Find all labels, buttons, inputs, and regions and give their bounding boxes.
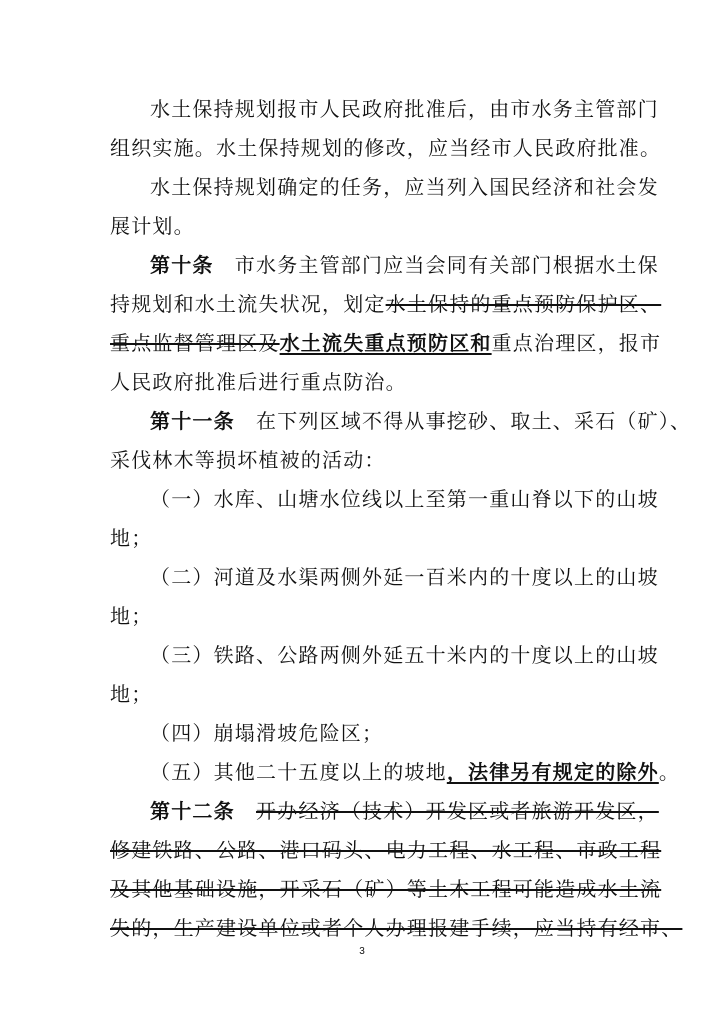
text-line	[110, 290, 662, 318]
text-run	[235, 799, 256, 823]
article-11-heading-line	[150, 407, 692, 435]
text-line	[110, 134, 662, 162]
text-run: 持规划和水土流失状况，划定	[110, 292, 386, 316]
deleted-text: 水土保持的重点预防保护区、	[385, 292, 662, 316]
text-line	[110, 524, 152, 552]
inserted-text: ，法律另有规定的除外	[446, 760, 659, 784]
text-line	[150, 95, 659, 123]
article-12-heading-line	[150, 797, 659, 825]
text-run: 水土保持规划确定的任务，应当列入国民经济和社会发	[150, 175, 659, 199]
text-run: 采伐林木等损坏植被的活动：	[110, 448, 386, 472]
text-run: （五）其他二十五度以上的坡地	[150, 760, 447, 784]
article-number: 第十条	[150, 253, 214, 277]
text-run: 重点治理区，报市	[491, 331, 662, 355]
text-line	[110, 836, 662, 864]
text-run: 。	[658, 760, 681, 784]
text-line	[110, 680, 152, 708]
deleted-text: 失的，生产建设单位或者个人办理报建手续，应当持有经市、	[110, 916, 683, 940]
list-item-line	[150, 563, 659, 591]
text-line	[110, 446, 386, 474]
article-number: 第十二条	[150, 799, 235, 823]
text-run: （二）河道及水渠两侧外延一百米内的十度以上的山坡	[150, 565, 659, 589]
text-run: 在下列区域不得从事挖砂、取土、采石（矿）、	[234, 409, 692, 433]
deleted-text: 修建铁路、公路、港口码头、电力工程、水工程、市政工程	[110, 838, 662, 862]
inserted-text: 水土流失重点预防区和	[279, 331, 492, 355]
article-10-heading-line	[150, 251, 659, 279]
text-line	[110, 368, 407, 396]
deleted-text: 开办经济（技术）开发区或者旅游开发区，	[256, 799, 659, 823]
deleted-text: 重点监督管理区及	[110, 331, 280, 355]
text-line	[110, 212, 195, 240]
text-line	[110, 602, 152, 630]
text-run: 地；	[110, 526, 153, 550]
text-line	[110, 914, 683, 942]
deleted-text: 及其他基础设施，开采石（矿）等土木工程可能造成水土流	[110, 877, 662, 901]
text-run: 展计划。	[110, 214, 195, 238]
text-line	[110, 329, 662, 357]
text-line	[110, 875, 662, 903]
text-run: 人民政府批准后进行重点防治。	[110, 370, 407, 394]
text-run: （三）铁路、公路两侧外延五十米内的十度以上的山坡	[150, 643, 659, 667]
text-run: 市水务主管部门应当会同有关部门根据水土保	[213, 253, 659, 277]
text-run: （一）水库、山塘水位线以上至第一重山脊以下的山坡	[150, 487, 659, 511]
page-number: 3	[359, 946, 365, 957]
article-number: 第十一条	[150, 409, 235, 433]
text-run: 地；	[110, 682, 153, 706]
text-run: 水土保持规划报市人民政府批准后，由市水务主管部门	[150, 97, 659, 121]
text-line	[150, 173, 659, 201]
list-item-line	[150, 719, 383, 747]
list-item-line	[150, 641, 659, 669]
text-run: 组织实施。水土保持规划的修改，应当经市人民政府批准。	[110, 136, 662, 160]
text-run: 地；	[110, 604, 153, 628]
list-item-line	[150, 485, 659, 513]
list-item-line	[150, 758, 680, 786]
text-run: （四）崩塌滑坡危险区；	[150, 721, 384, 745]
